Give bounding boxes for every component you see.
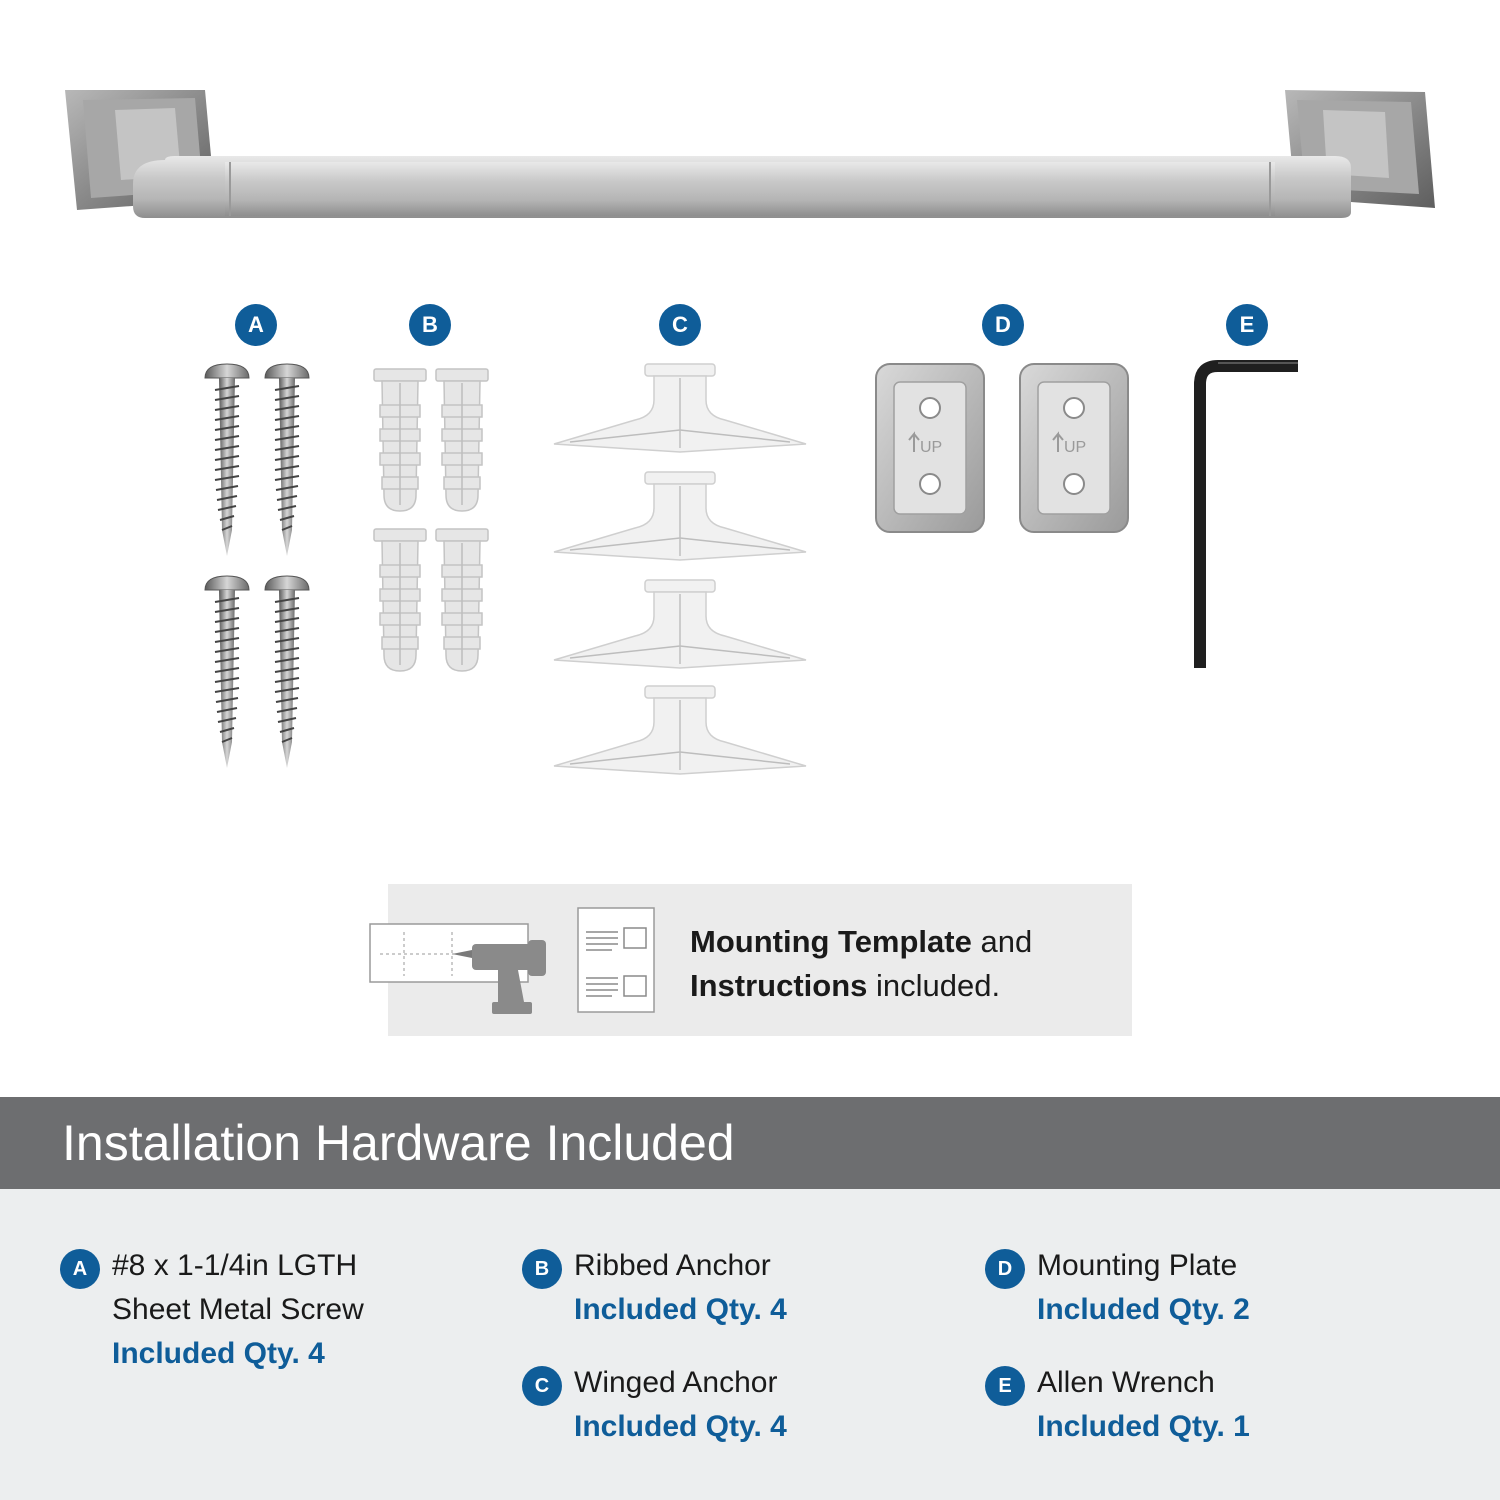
item-badge: D — [985, 1249, 1025, 1289]
item-qty: Included Qty. 4 — [574, 1293, 787, 1326]
item-qty: Included Qty. 1 — [1037, 1410, 1250, 1443]
part-badge-b: B — [409, 304, 451, 346]
screw-icon — [195, 360, 325, 780]
template-rest-1: and — [971, 924, 1033, 959]
item-qty: Included Qty. 4 — [574, 1410, 787, 1443]
instructions-sheet-icon — [576, 906, 658, 1016]
item-name: #8 x 1-1/4in LGTH — [112, 1249, 358, 1282]
allen-wrench-icon — [1190, 360, 1305, 672]
ribbed-anchor-icon — [370, 365, 495, 675]
part-badge-e: E — [1226, 304, 1268, 346]
item-badge: C — [522, 1366, 562, 1406]
template-caption — [690, 920, 1110, 1008]
section-title: Installation Hardware Included — [62, 1115, 735, 1171]
item-name: Winged Anchor — [574, 1366, 778, 1399]
section-header-band — [0, 1097, 1500, 1189]
item-name: Mounting Plate — [1037, 1249, 1238, 1282]
item-name: Allen Wrench — [1037, 1366, 1215, 1399]
template-rest-2: included. — [867, 968, 1001, 1003]
item-badge: E — [985, 1366, 1025, 1406]
part-badge-d: D — [982, 304, 1024, 346]
item-name: Ribbed Anchor — [574, 1249, 771, 1282]
plate-up-mark: UP — [1064, 439, 1087, 456]
item-qty: Included Qty. 4 — [112, 1337, 325, 1370]
plate-up-mark: UP — [920, 439, 943, 456]
item-badge: B — [522, 1249, 562, 1289]
drill-template-icon — [368, 922, 550, 1016]
item-badge: A — [60, 1249, 100, 1289]
towel-bar-image — [55, 80, 1445, 230]
template-info-panel — [388, 884, 1132, 1036]
part-badge-c: C — [659, 304, 701, 346]
item-qty: Included Qty. 2 — [1037, 1293, 1250, 1326]
hardware-list — [0, 1189, 1500, 1500]
template-bold-2: Instructions — [690, 968, 868, 1003]
item-name-line2: Sheet Metal Screw — [112, 1293, 364, 1326]
mounting-plate-icon — [872, 360, 1134, 535]
part-badge-a: A — [235, 304, 277, 346]
winged-anchor-icon — [550, 360, 810, 775]
template-bold-1: Mounting Template — [690, 924, 972, 959]
